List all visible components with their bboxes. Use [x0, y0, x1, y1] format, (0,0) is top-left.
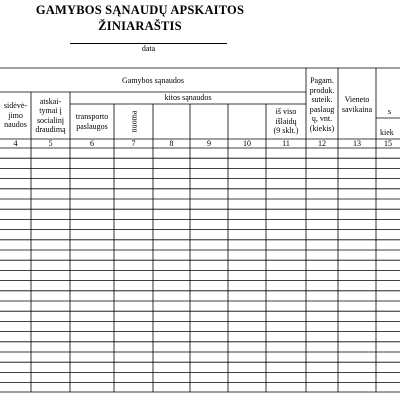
- column-number: 11: [282, 138, 290, 148]
- col-depreciation-header: sidėvė- jimo naudos: [3, 101, 28, 130]
- column-number: 7: [131, 138, 136, 148]
- group-header: Gamybos sąnaudos: [122, 76, 184, 86]
- column-number: 13: [353, 138, 361, 148]
- col-total-costs-header: iš viso išlaidų (9 sklt.): [273, 107, 299, 136]
- column-number: 12: [318, 138, 326, 148]
- date-label: data: [141, 44, 156, 53]
- col-rent-header: nuoma: [129, 110, 139, 133]
- column-number: 6: [90, 138, 94, 148]
- col-15-upper-header: s: [388, 107, 392, 117]
- col-unit-cost-header: Vieneto savikaina: [341, 95, 373, 114]
- col-social-insurance-header: atskai- tymai į socialinį draudimą: [35, 96, 66, 134]
- column-number: 5: [48, 138, 53, 148]
- column-number: 9: [207, 138, 211, 148]
- column-number: 4: [13, 138, 18, 148]
- title-line-1: GAMYBOS SĄNAUDŲ APSKAITOS: [35, 3, 245, 17]
- col-transport-header: transporto paslaugos: [75, 112, 109, 131]
- column-number: 10: [243, 138, 251, 148]
- subgroup-header: kitos sąnaudos: [164, 93, 212, 103]
- col-15-lower-header: kiek: [380, 128, 394, 138]
- col-produced-units-header: Pagam. produk. suteik. paslaug ų, vnt. (kiekis): [309, 76, 335, 133]
- column-number: 8: [169, 138, 174, 148]
- title-line-2: ŽINIARAŠTIS: [98, 19, 182, 33]
- column-number: 15: [384, 138, 392, 148]
